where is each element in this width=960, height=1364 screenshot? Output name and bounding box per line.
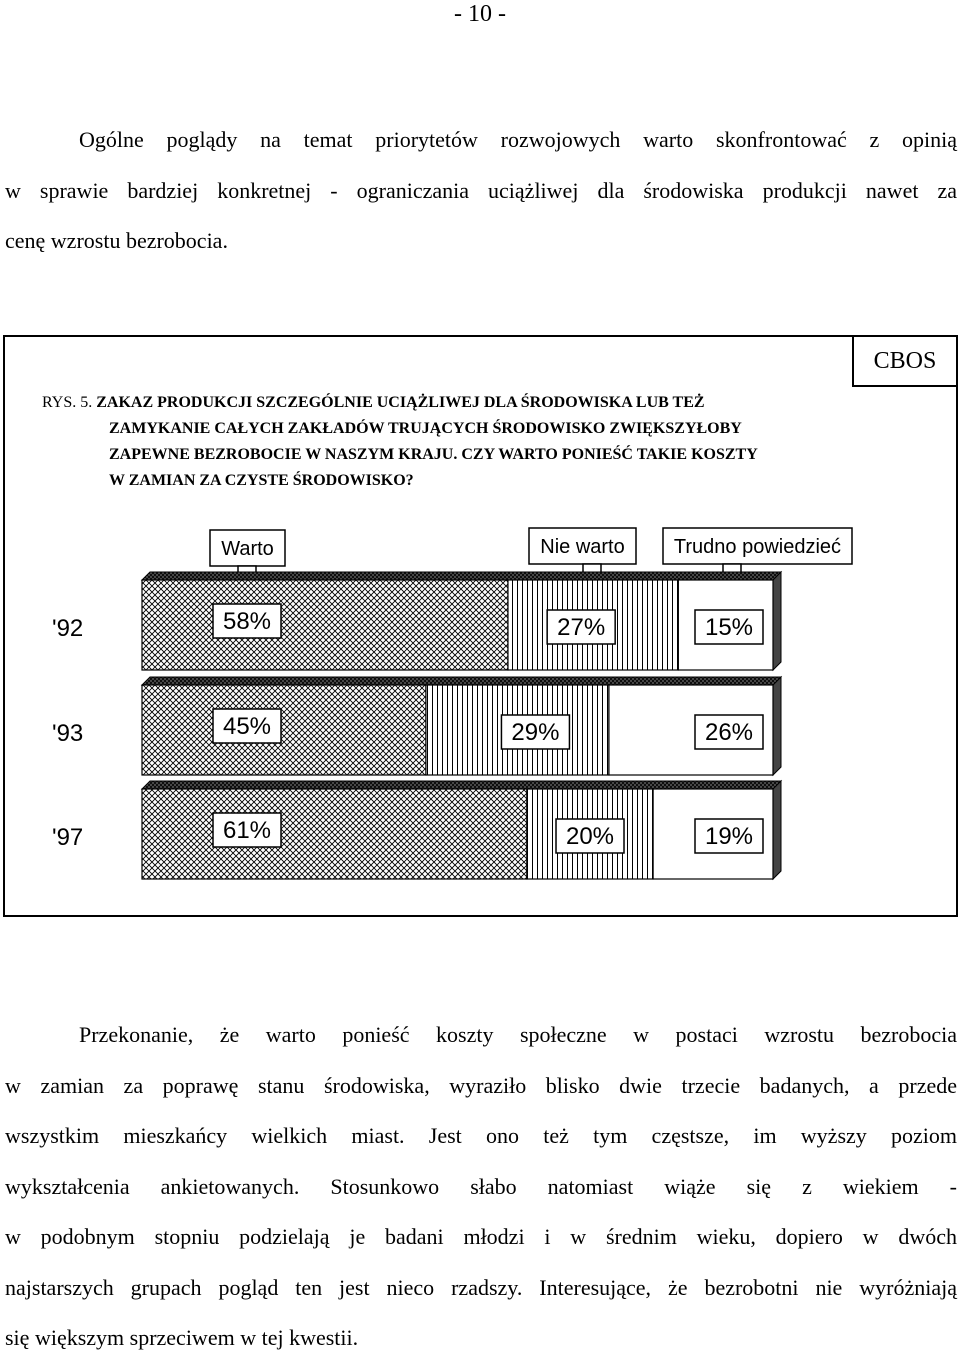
legend-label: Warto: [221, 538, 274, 560]
legend-label: Trudno powiedzieć: [673, 536, 842, 558]
value-label: 58%: [222, 608, 272, 635]
value-label: 15%: [704, 614, 754, 641]
figure-title-line: W ZAMIAN ZA CZYSTE ŚRODOWISKO?: [109, 472, 414, 489]
text-line: w zamian za poprawę stanu środowiska, wyraziło blisko dwie trzecie badanych, a przede: [5, 1072, 957, 1098]
bar-top-face: [142, 572, 781, 580]
value-label: 61%: [222, 817, 272, 844]
value-label: 45%: [222, 713, 272, 740]
bar-side-face: [773, 677, 781, 775]
category-label: '92: [52, 615, 84, 642]
value-label: 19%: [704, 823, 754, 850]
category-label: '93: [52, 720, 84, 747]
source-badge: CBOS: [852, 335, 958, 387]
text-line: cenę wzrostu bezrobocia.: [5, 228, 228, 253]
text-line: wszystkim mieszkańcy wielkich miast. Jest ono też tym częstsze, im wyższy poziom: [5, 1123, 957, 1148]
value-label: 20%: [565, 823, 615, 850]
figure-frame: [3, 335, 958, 917]
text-line: najstarszych grupach pogląd ten jest nieco rzadszy. Interesujące, że bezrobotni nie wyróżniają: [5, 1274, 957, 1300]
figure-title-line: ZAPEWNE BEZROBOCIE W NASZYM KRAJU. CZY WARTO PONIEŚĆ TAKIE KOSZTY: [109, 446, 758, 463]
figure-label: RYS. 5.: [42, 394, 93, 411]
intro-paragraph: [5, 115, 957, 267]
body-paragraph: [5, 1010, 957, 1364]
text-line: wykształcenia ankietowanych. Stosunkowo słabo natomiast wiąże się z wiekiem -: [5, 1173, 957, 1199]
category-label: '97: [52, 824, 84, 851]
text-line: się większym sprzeciwem w tej kwestii.: [5, 1325, 359, 1350]
text-line: w sprawie bardziej konkretnej - ograniczania uciążliwej dla środowiska produkcji nawet za: [5, 177, 957, 203]
bar-segment: [142, 580, 508, 670]
text-line: w podobnym stopniu podzielają je badani młodzi i w średnim wieku, dopiero w dwóch: [5, 1224, 957, 1249]
bar-side-face: [773, 781, 781, 879]
bar-segment: [142, 789, 527, 879]
figure-title-line: ZAKAZ PRODUKCJI SZCZEGÓLNIE UCIĄŻLIWEJ DLA ŚRODOWISKA LUB TEŻ: [96, 394, 705, 411]
bar-segment: [142, 685, 426, 775]
bar-top-face: [142, 781, 781, 789]
text-line: Przekonanie, że warto ponieść koszty społeczne w postaci wzrostu bezrobocia: [79, 1022, 957, 1047]
bar-top-face: [142, 677, 781, 685]
value-label: 26%: [704, 719, 754, 746]
text-line: Ogólne poglądy na temat priorytetów rozwojowych warto skonfrontować z opinią: [79, 127, 957, 152]
bar-side-face: [773, 572, 781, 670]
page-number: - 10 -: [454, 1, 506, 27]
figure-title-line: ZAMYKANIE CAŁYCH ZAKŁADÓW TRUJĄCYCH ŚRODOWISKO ZWIĘKSZYŁOBY: [109, 420, 742, 437]
value-label: 27%: [557, 614, 606, 641]
legend-label: Nie warto: [540, 536, 625, 558]
stacked-bar-chart: [5, 337, 956, 915]
value-label: 29%: [511, 719, 560, 746]
